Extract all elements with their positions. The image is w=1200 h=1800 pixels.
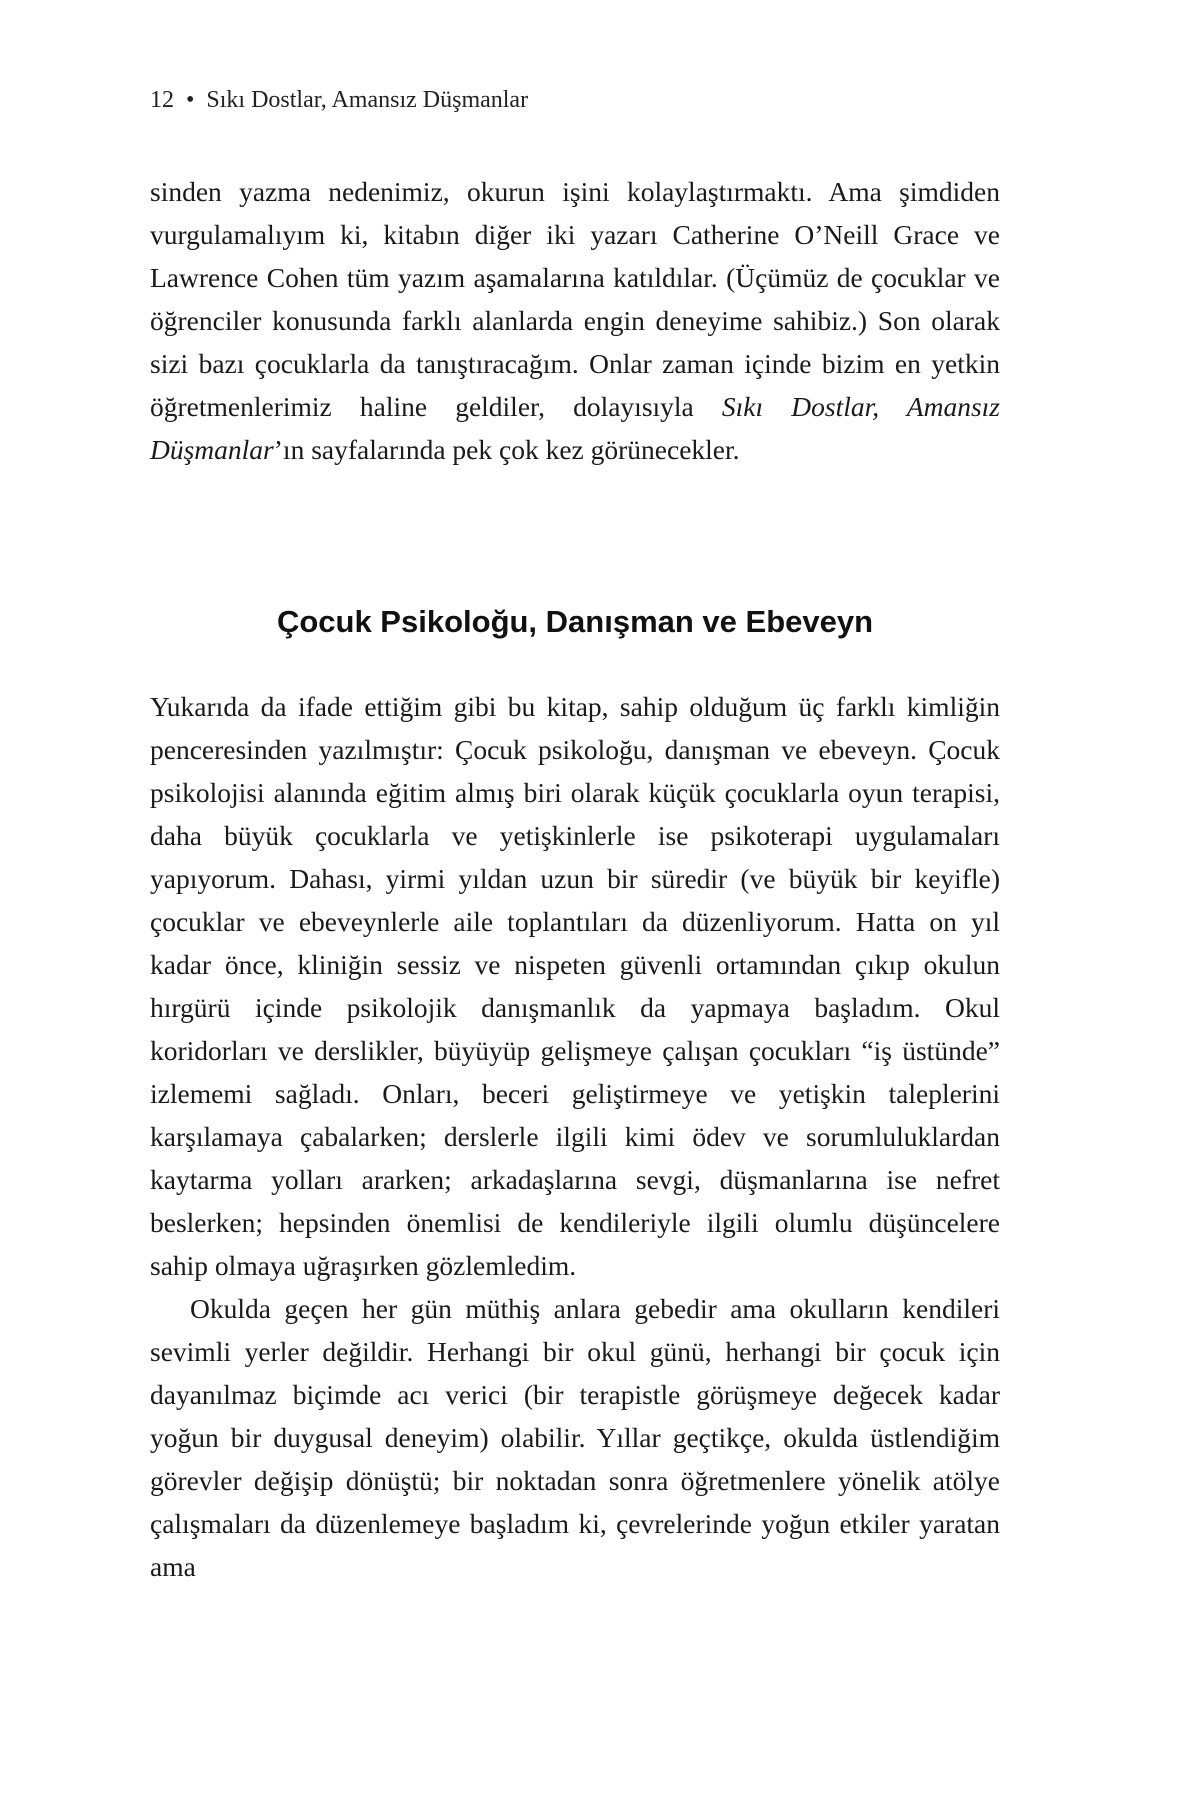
section-heading: Çocuk Psikoloğu, Danışman ve Ebeveyn [276,604,874,639]
page-number: 12 [150,87,174,113]
header-bullet: • [186,87,195,113]
intro-paragraph-part-2: ’ın sayfalarında pek çok kez görünecekler. [273,434,740,465]
section-body [150,685,1000,1588]
section-paragraph-1: Yukarıda da ifade ettiğim gibi bu kitap, sahip olduğum üç farklı kimliğin penceresinden yazılmıştır: Çocuk psikoloğu, danışman ve ebeveyn. Çocuk psikolojisi alanında eğitim almış biri olarak küçük çocuklarla oyun terapisi, daha büyük çocuklarla ve yetişkinlerle ise psikoterapi uygulamaları yapıyorum. Dahası, yirmi yıldan uzun bir süredir (ve büyük bir keyifle) çocuklar ve ebeveynlerle aile toplantıları da düzenliyorum. Hatta on yıl kadar önce, kliniğin sessiz ve nispeten güvenli ortamından çıkıp okulun hırgürü içinde psikolojik danışmanlık da yapmaya başladım. Okul koridorları ve derslikler, büyüyüp gelişmeye çalışan çocukları “iş üstünde” izlememi sağladı. Onları, beceri geliştirmeye ve yetişkin taleplerini karşılamaya çabalarken; derslerle ilgili kimi ödev ve sorumluluklardan kaytarma yolları ararken; arkadaşlarına sevgi, düşmanlarına ise nefret beslerken; hepsinden önemlisi de kendileriyle ilgili olumlu düşüncelere sahip olmaya uğraşırken gözlemledim. [150,691,1000,1281]
book-title-italic: Sıkı Dostlar, Amansız Düşmanlar [150,391,1000,465]
running-header [150,84,528,116]
running-title: Sıkı Dostlar, Amansız Düşmanlar [206,87,529,113]
intro-text-block [150,170,1000,471]
intro-paragraph-part-1: sinden yazma nedenimiz, okurun işini kolaylaştırmaktı. Ama şimdiden vurgulamalıyım ki, kitabın diğer iki yazarı Catherine O’Neill Grace ve Lawrence Cohen tüm yazım aşamalarına katıldılar. (Üçümüz de çocuklar ve öğrenciler konusunda farklı alanlarda engin deneyime sahibiz.) Son olarak sizi bazı çocuklarla da tanıştıracağım. Onlar zaman içinde bizim en yetkin öğretmenlerimiz haline geldiler, dolayısıyla [150,176,1000,422]
intro-paragraph [150,170,1000,471]
section-paragraph-2: Okulda geçen her gün müthiş anlara gebedir ama okulların kendileri sevimli yerler değildir. Herhangi bir okul günü, herhangi bir çocuk için dayanılmaz biçimde acı verici (bir terapistle görüşmeye değecek kadar yoğun bir duygusal deneyim) olabilir. Yıllar geçtikçe, okulda üstlendiğim görevler değişip dönüştü; bir noktadan sonra öğretmenlere yönelik atölye çalışmaları da düzenlemeye başladım ki, çevrelerinde yoğun etkiler yaratan ama [150,1293,1000,1582]
